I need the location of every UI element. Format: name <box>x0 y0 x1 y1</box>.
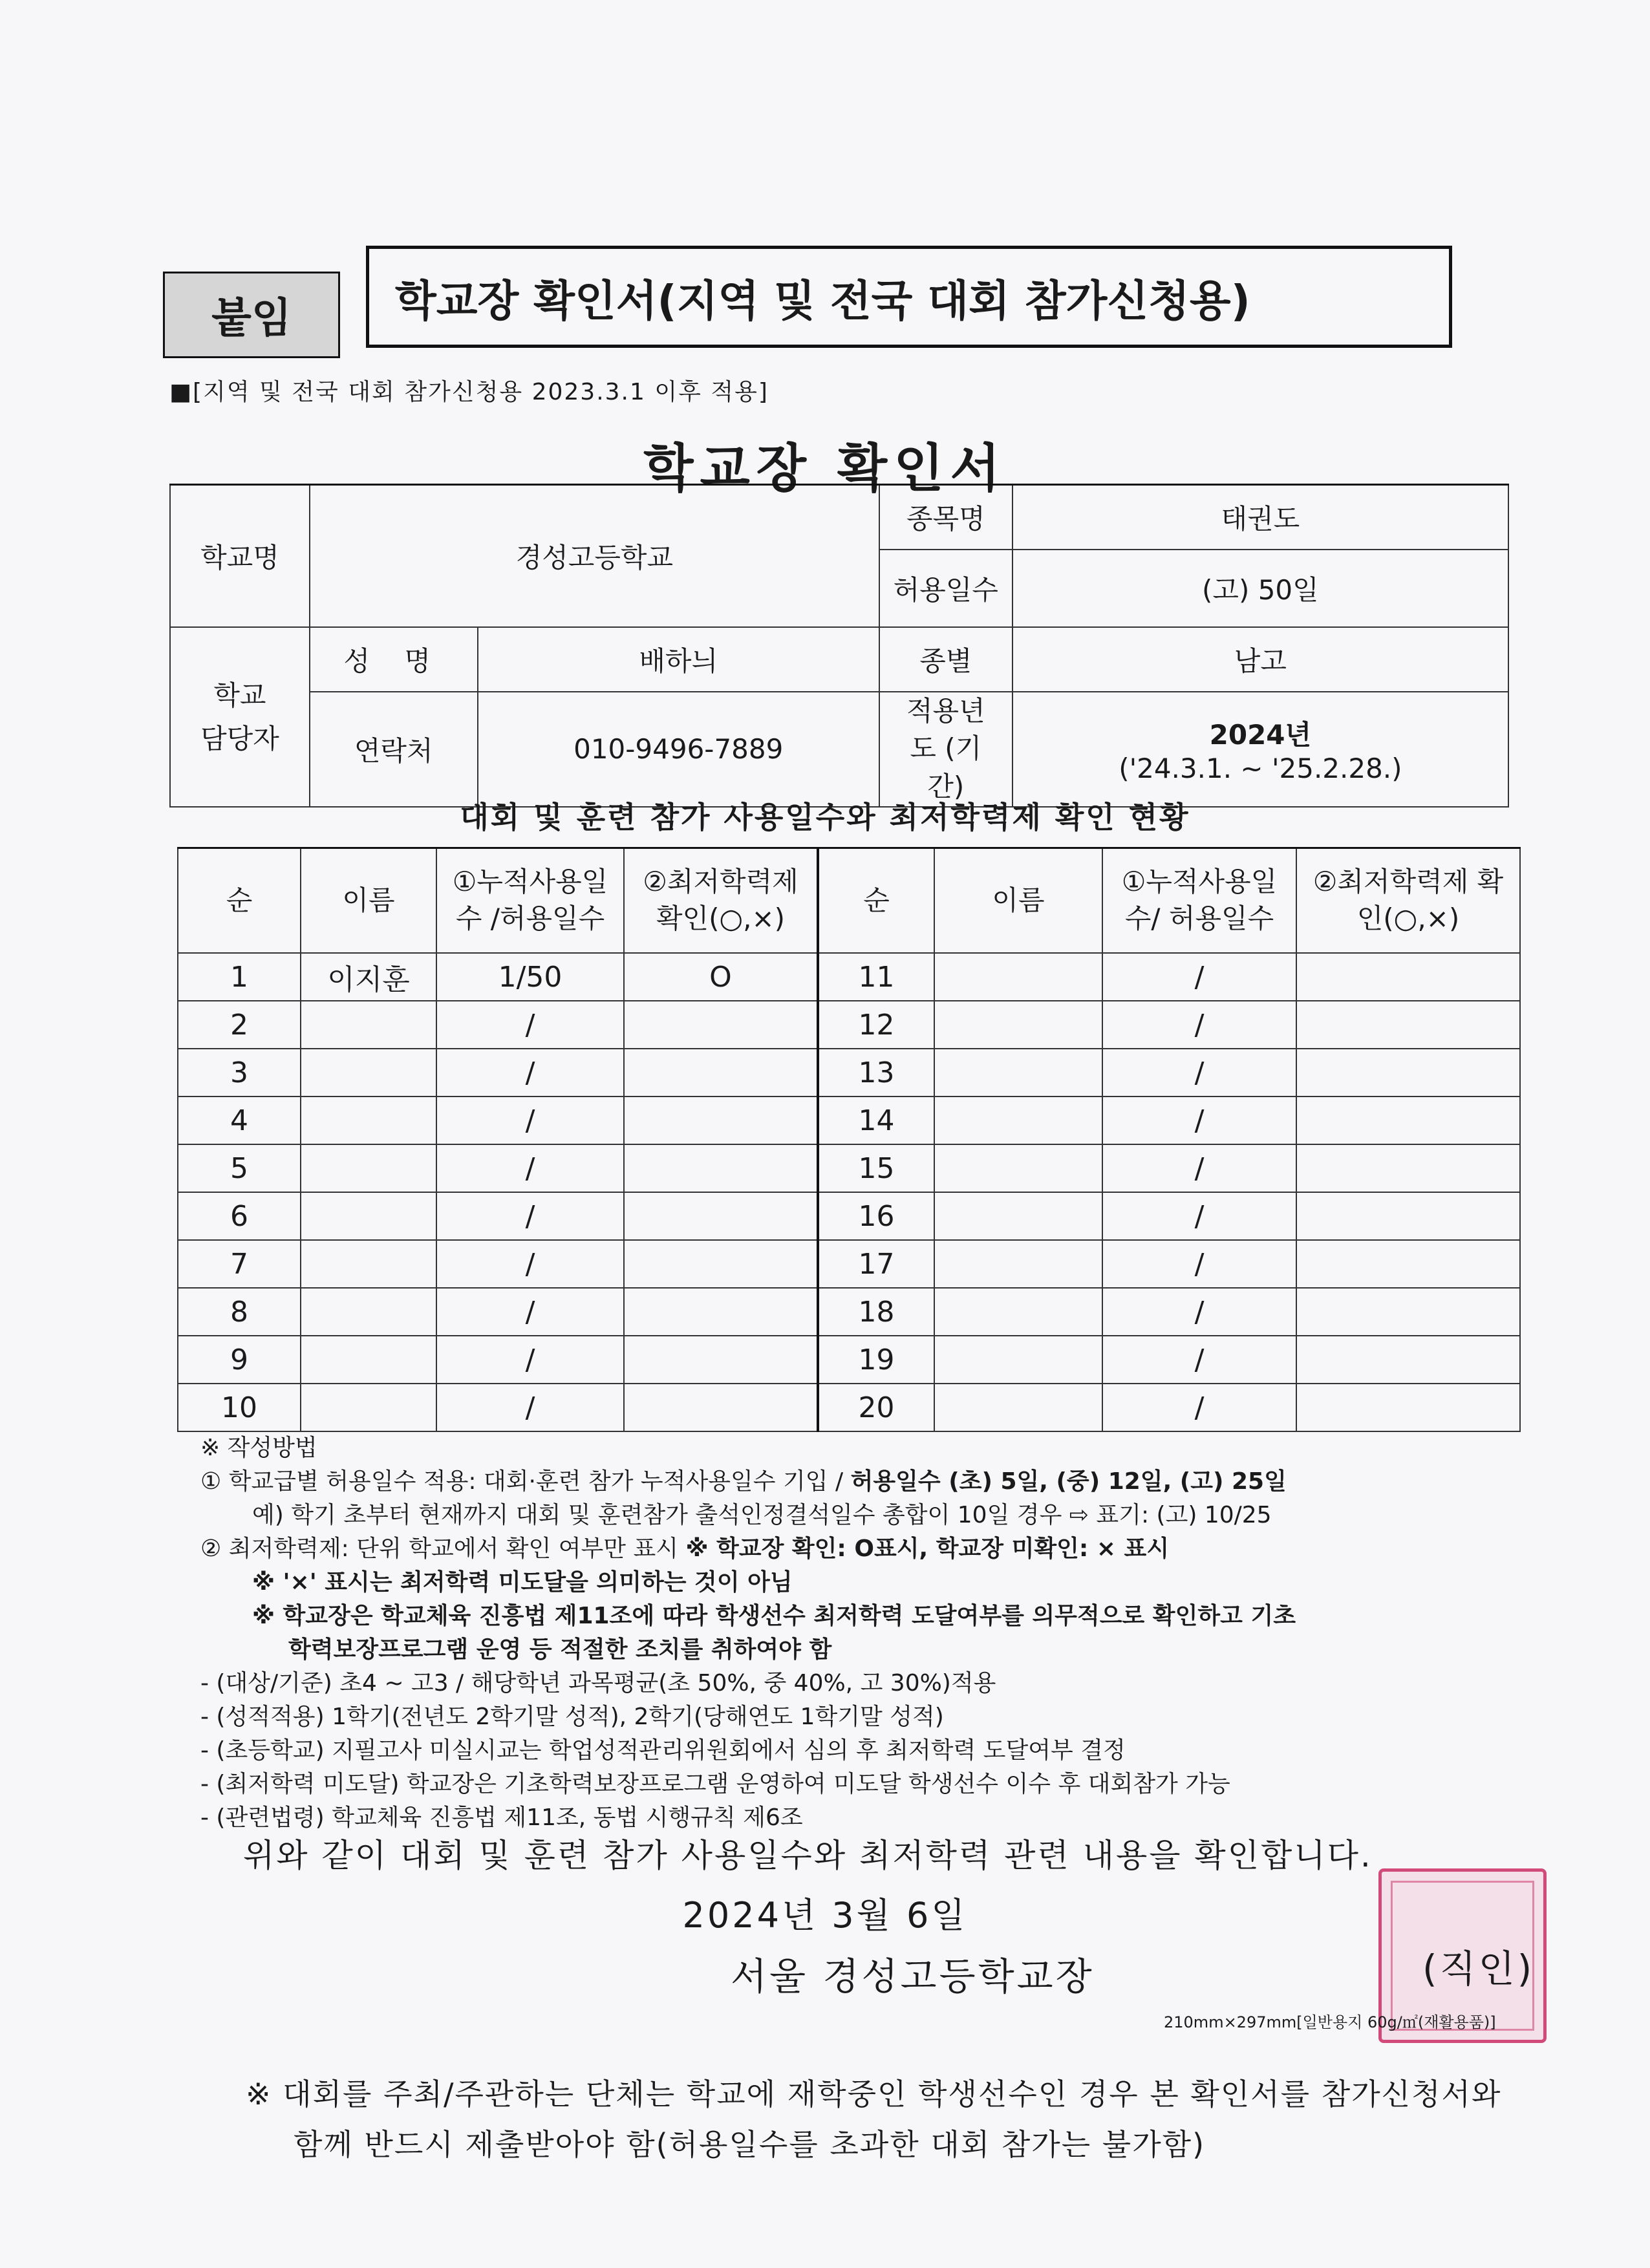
cell-minimum-left <box>624 1192 818 1240</box>
sport-label: 종목명 <box>879 485 1012 550</box>
cell-days-left: / <box>436 1049 624 1097</box>
cell-no-left: 5 <box>178 1144 301 1192</box>
note-1 <box>200 1465 1532 1499</box>
table-row <box>178 953 1520 1001</box>
contact-phone-label: 연락처 <box>310 692 478 807</box>
cell-no-left: 9 <box>178 1336 301 1384</box>
cell-name-right <box>934 953 1102 1001</box>
contact-phone-value: 010-9496-7889 <box>478 692 879 807</box>
confirmation-statement: 위와 같이 대회 및 훈련 참가 사용일수와 최저학력 관련 내용을 확인합니다. <box>243 1837 1373 1874</box>
allowed-days-value: (고) 50일 <box>1012 550 1508 627</box>
cell-minimum-left <box>624 1336 818 1384</box>
cell-no-right: 19 <box>818 1336 934 1384</box>
header-no-right: 순 <box>818 848 934 954</box>
detail-elementary: - (초등학교) 지필고사 미실시교는 학업성적관리위원회에서 심의 후 최저학력 도달여부 결정 <box>200 1737 1126 1764</box>
table-row <box>178 1288 1520 1336</box>
cell-minimum-left <box>624 1384 818 1431</box>
header-days-left: ①누적사용일수 /허용일수 <box>436 848 624 954</box>
cell-days-right: / <box>1102 1144 1296 1192</box>
table-row <box>178 1192 1520 1240</box>
note-4: ※ 학교장은 학교체육 진흥법 제11조에 따라 학생선수 최저학력 도달여부를 의무적으로 확인하고 기초 <box>252 1603 1296 1629</box>
cell-days-right: / <box>1102 1097 1296 1144</box>
cell-name-right <box>934 1384 1102 1431</box>
note-2 <box>200 1532 1532 1566</box>
gender-label: 종별 <box>879 627 1012 692</box>
cell-name-left <box>301 1097 436 1144</box>
cell-minimum-right <box>1296 1097 1520 1144</box>
cell-days-left: / <box>436 1288 624 1336</box>
footer-line-1: ※ 대회를 주최/주관하는 단체는 학교에 재학중인 학생선수인 경우 본 확인서를 참가신청서와 <box>246 2077 1502 2112</box>
attachment-label: 붙임 <box>163 272 340 358</box>
cell-no-left: 1 <box>178 953 301 1001</box>
school-info-table <box>169 484 1509 808</box>
cell-name-right <box>934 1192 1102 1240</box>
cell-days-left: / <box>436 1336 624 1384</box>
sport-value: 태권도 <box>1012 485 1508 550</box>
cell-days-left: / <box>436 1097 624 1144</box>
cell-no-left: 8 <box>178 1288 301 1336</box>
allowed-days-label: 허용일수 <box>879 550 1012 627</box>
footer-notice <box>246 2069 1501 2170</box>
cell-name-right <box>934 1336 1102 1384</box>
cell-minimum-left: O <box>624 953 818 1001</box>
cell-name-left <box>301 1049 436 1097</box>
note-1-text: ① 학교급별 허용일수 적용: 대회·훈련 참가 누적사용일수 기입 / <box>200 1468 851 1495</box>
form-subtitle: ■[지역 및 전국 대회 참가신청용 2023.3.1 이후 적용] <box>169 379 769 405</box>
detail-unmet: - (최저학력 미도달) 학교장은 기초학력보장프로그램 운영하여 미도달 학생선수 이수 후 대회참가 가능 <box>200 1771 1230 1797</box>
contact-name-value: 배하늬 <box>478 627 879 692</box>
note-3: ※ '×' 표시는 최저학력 미도달을 의미하는 것이 아님 <box>252 1569 793 1596</box>
header-minimum-left: ②최저학력제 확인(○,×) <box>624 848 818 954</box>
cell-minimum-left <box>624 1049 818 1097</box>
cell-days-right: / <box>1102 953 1296 1001</box>
cell-minimum-left <box>624 1144 818 1192</box>
period-year: 2024년 <box>1209 719 1312 751</box>
header-no-left: 순 <box>178 848 301 954</box>
cell-name-right <box>934 1144 1102 1192</box>
issue-date: 2024년 3월 6일 <box>682 1895 968 1936</box>
cell-days-left: / <box>436 1144 624 1192</box>
cell-no-right: 14 <box>818 1097 934 1144</box>
footer-line-2: 함께 반드시 제출받아야 함(허용일수를 초과한 대회 참가는 불가함) <box>294 2127 1206 2162</box>
cell-name-left <box>301 1192 436 1240</box>
period-value <box>1012 692 1508 807</box>
cell-no-right: 15 <box>818 1144 934 1192</box>
form-title: 학교장 확인서(지역 및 전국 대회 참가신청용) <box>366 246 1452 348</box>
cell-name-left <box>301 1001 436 1049</box>
detail-target: - (대상/기준) 초4 ~ 고3 / 해당학년 과목평균(초 50%, 중 40%, 고 30%)적용 <box>200 1670 996 1696</box>
cell-minimum-right <box>1296 953 1520 1001</box>
header-name-left: 이름 <box>301 848 436 954</box>
cell-no-left: 7 <box>178 1240 301 1288</box>
cell-minimum-right <box>1296 1336 1520 1384</box>
cell-name-left <box>301 1384 436 1431</box>
cell-minimum-left <box>624 1240 818 1288</box>
cell-no-right: 17 <box>818 1240 934 1288</box>
note-1-bold: 허용일수 (초) 5일, (중) 12일, (고) 25일 <box>850 1468 1287 1495</box>
detail-grades: - (성적적용) 1학기(전년도 2학기말 성적), 2학기(당해연도 1학기말 성적) <box>200 1704 944 1730</box>
table-row <box>178 1001 1520 1049</box>
contact-name-label: 성 명 <box>310 627 478 692</box>
table-row <box>178 1144 1520 1192</box>
instructions <box>200 1431 1532 1835</box>
cell-minimum-right <box>1296 1192 1520 1240</box>
note-4-cont: 학력보장프로그램 운영 등 적절한 조치를 취하여야 함 <box>288 1636 832 1663</box>
detail-law: - (관련법령) 학교체육 진흥법 제11조, 동법 시행규칙 제6조 <box>200 1804 803 1831</box>
cell-no-left: 4 <box>178 1097 301 1144</box>
cell-no-left: 6 <box>178 1192 301 1240</box>
cell-no-left: 3 <box>178 1049 301 1097</box>
cell-days-left: / <box>436 1192 624 1240</box>
note-1-example: 예) 학기 초부터 현재까지 대회 및 훈련참가 출석인정결석일수 총합이 10일 경우 ⇨ 표기: (고) 10/25 <box>252 1502 1272 1528</box>
table-row <box>178 1049 1520 1097</box>
cell-minimum-right <box>1296 1144 1520 1192</box>
cell-no-left: 2 <box>178 1001 301 1049</box>
header-name-right: 이름 <box>934 848 1102 954</box>
official-stamp-label: (직인) <box>1422 1947 1535 1991</box>
table-row <box>178 1384 1520 1431</box>
cell-days-right: / <box>1102 1001 1296 1049</box>
cell-name-right <box>934 1288 1102 1336</box>
cell-name-right <box>934 1001 1102 1049</box>
cell-days-left: / <box>436 1001 624 1049</box>
cell-days-right: / <box>1102 1192 1296 1240</box>
cell-name-left: 이지훈 <box>301 953 436 1001</box>
school-name-label: 학교명 <box>170 485 310 627</box>
cell-no-right: 12 <box>818 1001 934 1049</box>
cell-minimum-right <box>1296 1288 1520 1336</box>
contact-label: 학교 담당자 <box>170 627 310 807</box>
note-2-text: ② 최저학력제: 단위 학교에서 확인 여부만 표시 <box>200 1535 686 1562</box>
period-label: 적용년도 (기간) <box>879 692 1012 807</box>
cell-days-right: / <box>1102 1336 1296 1384</box>
paper-spec: 210mm×297mm[일반용지 60g/㎡(재활용품)] <box>1164 2013 1496 2031</box>
school-name-value: 경성고등학교 <box>310 485 879 627</box>
cell-minimum-right <box>1296 1240 1520 1288</box>
principal-name: 서울 경성고등학교장 <box>731 1954 1095 1998</box>
cell-minimum-right <box>1296 1001 1520 1049</box>
status-table-title: 대회 및 훈련 참가 사용일수와 최저학력제 확인 현황 <box>460 800 1190 835</box>
period-range: ('24.3.1. ~ '25.2.28.) <box>1119 753 1402 785</box>
table-row <box>178 1097 1520 1144</box>
cell-minimum-right <box>1296 1384 1520 1431</box>
cell-name-left <box>301 1288 436 1336</box>
cell-days-right: / <box>1102 1240 1296 1288</box>
status-table <box>177 847 1521 1432</box>
cell-minimum-left <box>624 1288 818 1336</box>
table-row <box>178 1336 1520 1384</box>
cell-minimum-right <box>1296 1049 1520 1097</box>
cell-days-right: / <box>1102 1049 1296 1097</box>
cell-name-left <box>301 1240 436 1288</box>
cell-no-right: 18 <box>818 1288 934 1336</box>
cell-days-left: / <box>436 1384 624 1431</box>
cell-no-right: 11 <box>818 953 934 1001</box>
cell-minimum-left <box>624 1097 818 1144</box>
cell-name-left <box>301 1144 436 1192</box>
cell-no-right: 16 <box>818 1192 934 1240</box>
cell-name-right <box>934 1240 1102 1288</box>
page-title: 학교장 확인서 <box>643 438 1007 498</box>
cell-name-left <box>301 1336 436 1384</box>
cell-days-right: / <box>1102 1384 1296 1431</box>
cell-days-left: 1/50 <box>436 953 624 1001</box>
header-minimum-right: ②최저학력제 확인(○,×) <box>1296 848 1520 954</box>
cell-days-right: / <box>1102 1288 1296 1336</box>
cell-name-right <box>934 1049 1102 1097</box>
notes-heading: ※ 작성방법 <box>200 1435 317 1461</box>
table-row <box>178 1240 1520 1288</box>
note-2-bold: ※ 학교장 확인: O표시, 학교장 미확인: × 표시 <box>685 1535 1170 1562</box>
cell-name-right <box>934 1097 1102 1144</box>
cell-no-right: 13 <box>818 1049 934 1097</box>
gender-value: 남고 <box>1012 627 1508 692</box>
cell-minimum-left <box>624 1001 818 1049</box>
cell-days-left: / <box>436 1240 624 1288</box>
cell-no-left: 10 <box>178 1384 301 1431</box>
header-days-right: ①누적사용일수/ 허용일수 <box>1102 848 1296 954</box>
cell-no-right: 20 <box>818 1384 934 1431</box>
